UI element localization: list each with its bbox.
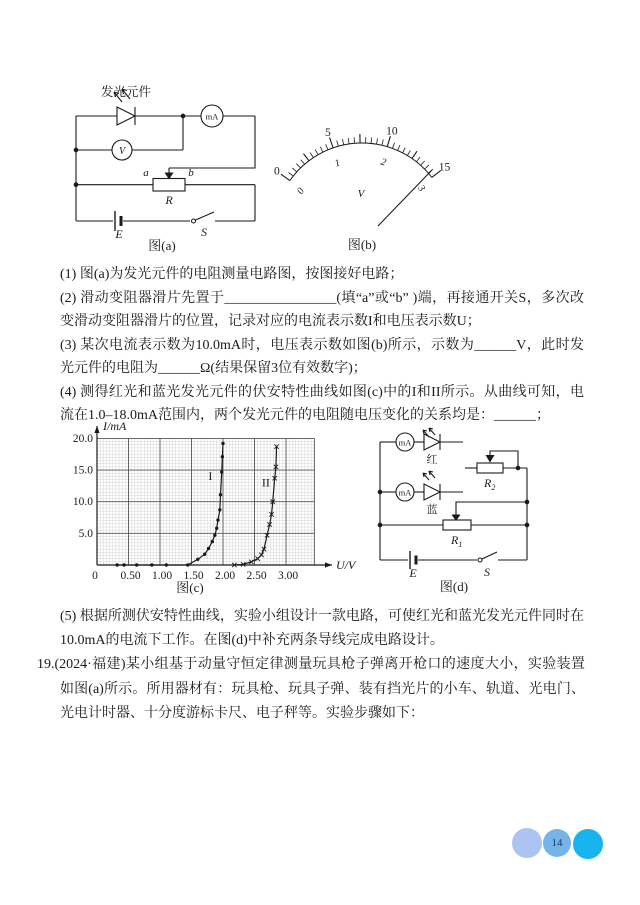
ammeter-bottom-label: mA <box>398 487 412 498</box>
page-number-badge <box>543 829 571 857</box>
svg-text:5: 5 <box>324 126 331 139</box>
circuit-a-wires <box>74 89 255 231</box>
footer-bubble-left <box>512 828 542 858</box>
svg-text:0.50: 0.50 <box>120 570 141 582</box>
battery-label: E <box>115 227 123 241</box>
question-19 <box>37 653 585 727</box>
svg-text:1.00: 1.00 <box>151 570 173 582</box>
svg-text:I: I <box>208 469 213 484</box>
meter-unit-label: V <box>357 188 365 200</box>
svg-text:15.0: 15.0 <box>72 464 93 477</box>
svg-text:10: 10 <box>386 125 398 138</box>
svg-text:2: 2 <box>379 156 388 169</box>
question-part-4: (4) 测得红光和蓝光发光元件的伏安特性曲线如图(c)中的I和II所示。从曲线可知，电流在1.0–18.0mA范围内，两个发光元件的电阻随电压变化的关系均是：______； <box>60 384 584 423</box>
figure-a-caption: 图(a) <box>148 238 176 253</box>
question-part-5: (5) 根据所测伏安特性曲线，实验小组设计一款电路，可使红光和蓝光发光元件同时在10.0mA的电流下工作。在图(d)中补充两条导线完成电路设计。 <box>60 609 584 648</box>
red-led-label: 红 <box>426 454 438 466</box>
circuit-d-figure <box>372 425 550 597</box>
blue-led-label: 蓝 <box>426 504 438 516</box>
svg-text:II: II <box>261 475 270 490</box>
ammeter-top-label: mA <box>398 437 412 448</box>
page-number: 14 <box>551 837 563 849</box>
terminal-a-label: a <box>143 167 149 179</box>
figure-c-caption: 图(c) <box>176 580 204 595</box>
figure-d-caption: 图(d) <box>439 579 469 594</box>
voltmeter-label: V <box>118 146 126 157</box>
svg-text:0: 0 <box>92 570 98 582</box>
svg-text:U/V: U/V <box>336 558 356 572</box>
svg-text:1: 1 <box>333 157 342 170</box>
resistor-label: R <box>165 193 173 207</box>
svg-text:5.0: 5.0 <box>78 527 93 540</box>
figure-b-caption: 图(b) <box>347 237 377 252</box>
chart-plot-area <box>73 419 357 582</box>
question-19-text: (2024·福建)某小组基于动量守恒定律测量玩具枪子弹离开枪口的速度大小，实验装置如图(a)所示。所用器材有：玩具枪、玩具子弹、装有挡光片的小车、轨道、光电门、光电计时器、十分度游标卡尺、电子秤等。实验步骤如下： <box>54 657 585 721</box>
svg-text:0: 0 <box>295 186 307 197</box>
ammeter-label: mA <box>205 111 219 122</box>
question-18-body <box>60 263 584 428</box>
r1-label: $R_1$ <box>451 533 463 549</box>
meter-dial <box>274 125 451 226</box>
circuit-d-wires <box>378 428 529 569</box>
footer-bubble-right <box>573 829 603 859</box>
terminal-b-label: b <box>188 167 194 179</box>
svg-text:0: 0 <box>273 165 280 178</box>
circuit-a-figure <box>62 85 277 255</box>
svg-text:2.50: 2.50 <box>246 570 267 582</box>
question-part-5-block <box>60 605 584 652</box>
svg-text:2.00: 2.00 <box>214 570 236 582</box>
iv-curve-chart <box>70 418 380 608</box>
svg-text:20.0: 20.0 <box>72 432 93 445</box>
voltmeter-scale-figure <box>273 106 483 254</box>
led-label: 发光元件 <box>100 85 152 99</box>
svg-text:3: 3 <box>415 183 427 194</box>
question-part-2: (2) 滑动变阻器滑片先置于________________(填“a”或“b” )端，再接通开关S，多次改变滑动变阻器滑片的位置，记录对应的电流表示数I和电压表示数U； <box>60 290 584 329</box>
svg-text:1.50: 1.50 <box>183 570 204 582</box>
switch-d-label: S <box>484 565 490 579</box>
svg-text:I/mA: I/mA <box>103 419 127 433</box>
question-part-3: (3) 某次电流表示数为10.0mA时，电压表示数如图(b)所示，示数为______V，此时发光元件的电阻为______Ω(结果保留3位有效数字)； <box>60 337 584 376</box>
switch-label: S <box>201 225 207 239</box>
svg-text:10.0: 10.0 <box>72 496 93 509</box>
question-19-number: 19. <box>37 657 55 672</box>
question-part-1: (1) 图(a)为发光元件的电阻测量电路图，按图接好电路； <box>60 267 404 282</box>
svg-text:3.00: 3.00 <box>277 570 299 582</box>
r2-label: $R_2$ <box>484 476 496 492</box>
svg-text:15: 15 <box>438 161 451 174</box>
battery-d-label: E <box>409 566 417 580</box>
